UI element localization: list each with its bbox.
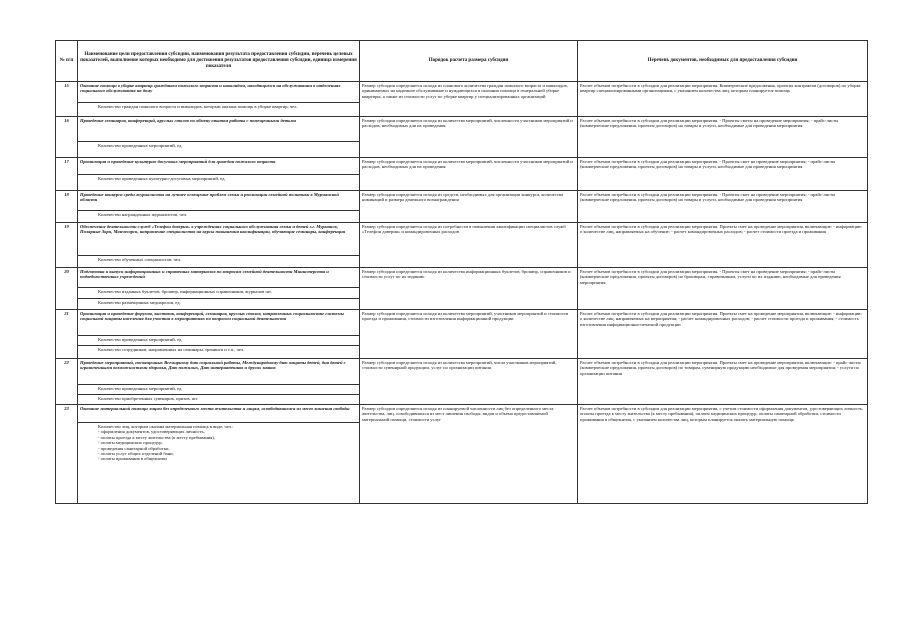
row-indicator-2: Количество сотрудников, направленных на семинары, тренинги и т.п., чел. — [78, 346, 360, 359]
row-calc: Размер субсидии определяется исходя из количества мероприятий, числа участников мероприятий, стоимости сувенирной продукции, услуг по организации питания — [360, 359, 578, 405]
row-number: 21 — [56, 310, 78, 359]
table-row — [56, 82, 868, 103]
row-indicator: Количество проведенных мероприятий, ед. — [78, 142, 360, 158]
row-calc: Размер субсидии определяется исходя из потребности в повышении квалификации специалистов служб «Телефон доверия» и командировочных расходов — [360, 223, 578, 268]
row-goal: Организация и проведение культурно-досуговых мероприятий для граждан пожилого возраста — [78, 158, 360, 175]
row-calc: Размер субсидии определяется исходя из средств, необходимых для организации конкурса, количества номинаций и размера денежного вознаграждения — [360, 191, 578, 223]
row-docs: Расчет объемов потребности в субсидии для реализации мероприятия. - Проекты смет на проведение мероприятия; - прайс-листы (коммерческие предложения, проекты договоров) на товары и услуги, необходимые для проведения мероприятия — [578, 158, 868, 191]
header-goal: Наименование цели предоставления субсидии, наименования результата предоставления субсидии, перечень целевых показателей, выполнение которых необходимо для достижения результатов предоставления субсидии, единица измерения показателя — [78, 41, 360, 82]
table-row — [56, 310, 868, 336]
table-row — [56, 191, 868, 211]
table-row — [56, 405, 868, 423]
subsidy-table — [55, 40, 868, 504]
row-docs: Расчет объемов потребности в субсидии для реализации мероприятия. - Проекты сметы на проведение мероприятия; - прайс-листы (коммерческие предложения, проекты договоров) на товары и услуги, необходимые для проведения мероприятия. — [578, 117, 868, 158]
row-docs: Расчет объемов потребности в субсидии для реализации мероприятия. - Проекты смет на проведение мероприятия; - прайс-листы (коммерческие предложения, проекты договоров) на товары и услуги, необходимые для проведения мероприятия — [578, 191, 868, 223]
indicator-line: - оплаты проживания в общежитии — [98, 456, 167, 462]
row-number: 22 — [56, 359, 78, 405]
indicator-line: - оплаты проезда к месту жительства (к месту пребывания), — [98, 434, 216, 440]
indicator-line: - проведения санитарной обработки, — [98, 445, 170, 451]
row-calc: Размер субсидии определяется исходя из количества мероприятий, численности участников мероприятий и расходов, необходимых для их проведения — [360, 158, 578, 191]
table-row — [56, 268, 868, 288]
table-row — [56, 223, 868, 256]
row-goal: Оказание материальной помощи лицам без определенного места жительства и лицам, освободившимся из мест лишения свободы — [78, 405, 360, 423]
row-number: 20 — [56, 268, 78, 310]
header-calc: Порядок расчета размера субсидии — [360, 41, 578, 82]
row-goal: Организация и проведение форумов, выставок, конференций, семинаров, круглых столов, направленных социальностне системы социальной защиты населения для участия в мероприятиях по вопросам социальной деятельности — [78, 310, 360, 336]
row-indicator: Количество обученных специалистов, чел. — [78, 256, 360, 268]
table-row — [56, 117, 868, 142]
row-indicator: Количество граждан пожилого возраста и инвалидов, которым оказана помощь в уборке квартир, чел. — [78, 103, 360, 117]
indicator-line: - оплаты медицинских процедур, — [98, 440, 163, 446]
row-docs: Расчет объемов потребности в субсидии для реализации мероприятия. Проекты смет на проведение мероприятия, включающие: - информацию о количестве лиц, направляемых на обучение; - расчет командировочных расходов; - расчет стоимости проезда и проживания — [578, 223, 868, 268]
row-docs: Расчет объемов потребности в субсидии для реализации мероприятия, с учетом стоимости оформления документов, удостоверяющих личность, оплаты проезда к месту жительства (к месту пребывания), оплаты медицинских процедур, оплаты санитарной обработки, стоимости проживания в общежитии, с указанием количества лиц, которым планируется оказать материальную помощь — [578, 405, 868, 504]
indicator-line: - оплаты услуг общих отделений бани, — [98, 451, 174, 457]
row-number: 16 — [56, 117, 78, 158]
row-docs: Расчет объемов потребности в субсидии для реализации мероприятия. Коммерческие предложения, проекты контрактов (договоров) по уборке квартир специализированными организациями, с указанием количества лиц, которым планируется помощь — [578, 82, 868, 117]
row-indicator-2: Количество размещенных медиаролов, ед. — [78, 299, 360, 310]
row-docs: Расчет объемов потребности в субсидии для реализации мероприятия. Проекты смет на проведение мероприятия, включающие: - прайс-листы (коммерческие предложения, проекты договоров) по товарам, сувенирную продукцию необходимые для проведения мероприятия; - услуги по организации питания — [578, 359, 868, 405]
row-indicator: Количество проведенных мероприятий, ед. — [78, 336, 360, 346]
row-indicator: Количество проведенных мероприятий, ед. — [78, 385, 360, 395]
header-docs: Перечень документов, необходимых для предоставления субсидии — [578, 41, 868, 82]
table-row — [56, 158, 868, 175]
row-indicator-list — [78, 423, 360, 504]
row-calc: Размер субсидии определяется исходя из планируемой численности лиц без определенного места жительства, лиц, освободившихся из мест лишения свободы, видов и объема предоставляемой материальной помощи, стоимости услуг — [360, 405, 578, 504]
indicator-line: - оформления документов, удостоверяющих личность, — [98, 429, 205, 435]
row-goal: Проведение мероприятий, посвященных Всемирному дню социальной работы, Международному дню защиты детей, дня детей с ограниченными возможностями здоровья, Дню пожилых, Дню интернатчиков и других знаков — [78, 359, 360, 385]
row-number: 18 — [56, 191, 78, 223]
indicator-line: Количество лиц, которым оказана материальная помощь в виде, чел.: — [98, 424, 234, 429]
row-goal: Оказание помощи в уборке квартир гражданам пожилого возраста и инвалидам, находящимся на обслуживании в отделениях социального обслуживания на дому — [78, 82, 360, 103]
row-goal: Проведение семинаров, конференций, круглых столов по обмену опытом работы с помещенными детьми — [78, 117, 360, 142]
row-calc: Размер субсидии определяется исходя из количества мероприятий, численности участников мероприятий и расходов, необходимых для их проведения — [360, 117, 578, 158]
table-header-row — [56, 41, 868, 82]
row-calc: Размер субсидии определяется исходя из количества информационных буклетов, брошюр, справочников и стоимости услуг по их изданию — [360, 268, 578, 310]
row-number: 15 — [56, 82, 78, 117]
row-indicator: Количество награжденных журналистов, чел. — [78, 211, 360, 223]
document-page — [55, 40, 867, 504]
row-number: 23 — [56, 405, 78, 504]
row-docs: Расчет объемов потребности в субсидии для реализации мероприятия. - Проекты смет на проведение мероприятия; - прайс-листы (коммерческие предложения, проекты договоров) по брошюрам, справочникам, услуги по их изданию, необходимые для проведения мероприятия — [578, 268, 868, 310]
table-row — [56, 359, 868, 385]
row-calc: Размер субсидии определяется исходя из количества мероприятий, участников мероприятий и стоимости проезда и проживания, стоимости изготовления информационной продукции — [360, 310, 578, 359]
row-docs: Расчет объемов потребности в субсидии для реализации мероприятия. Проекты смет на проведение мероприятия, включающие: - информацию о количестве лиц, направляемых на мероприятия; - расчет командировочных расходов; - расчет стоимости проезда и проживания; - стоимость изготовления информационно-печатной продукции — [578, 310, 868, 359]
row-goal: Подготовка и выпуск информационных и справочных материалов по вопросам семейной деятельности Министерства и подведомственных учреждений — [78, 268, 360, 288]
row-goal: Проведение конкурса среди журналистов на лучшее освещение проблем семьи и реализации семейной политики в Мурманской области — [78, 191, 360, 211]
row-number: 19 — [56, 223, 78, 268]
row-number: 17 — [56, 158, 78, 191]
row-indicator-2: Количество приобретенных сувениров, призов, шт. — [78, 395, 360, 405]
row-indicator: Количество изданных буклетов, брошюр, информационных справочников, журналов шт. — [78, 288, 360, 299]
header-num: № п/п — [56, 41, 78, 82]
row-indicator: Количество проведенных культурно-досуговых мероприятий, ед. — [78, 175, 360, 191]
row-goal: Обеспечение деятельности служб «Телефон доверия» в учреждениях социального обслуживания семьи и детей г.г. Мурманск, Полярные Зори, Мончегорск, направление специалистов на курсы повышения квалификации, обучающие семинары, конференции — [78, 223, 360, 256]
row-calc: Размер субсидии определяется исходя из планового количества граждан пожилого возраста и инвалидов, принимаемых на надомное обслуживание и нуждающихся в оказании помощи в генеральной уборке квартиры, а также из стоимости услуг по уборке квартир у специализированных организаций — [360, 82, 578, 117]
